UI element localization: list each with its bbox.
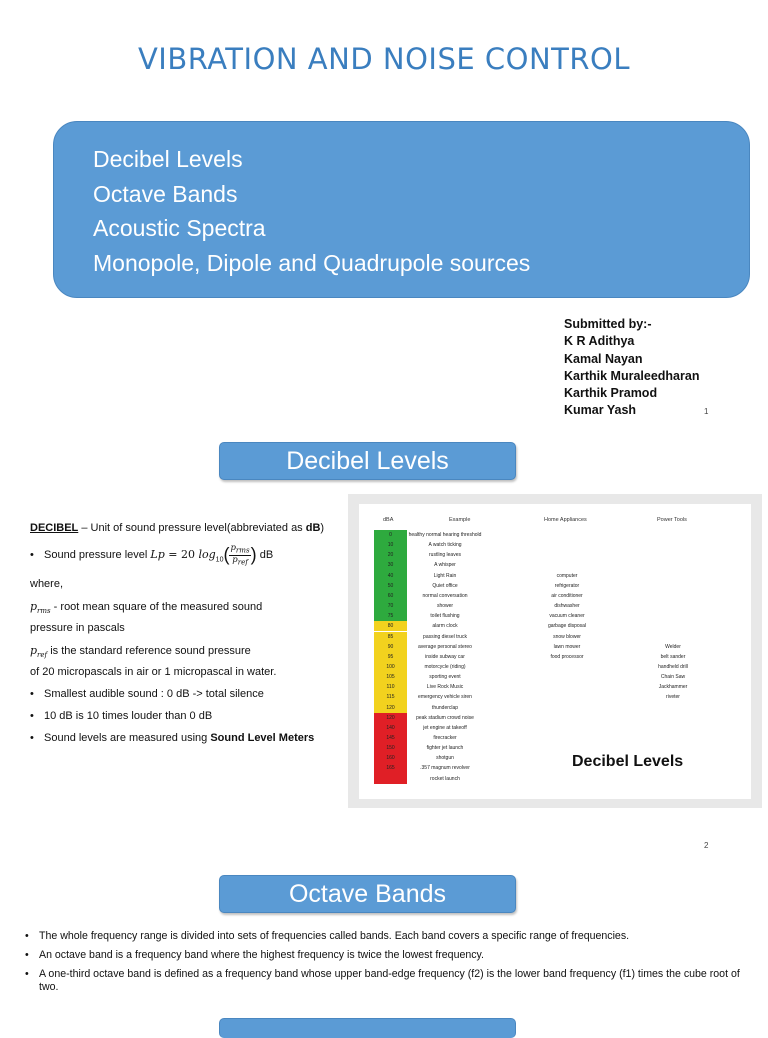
- formula-lhs: Lp: [150, 548, 165, 562]
- topic-acoustic-spectra: Acoustic Spectra: [93, 215, 266, 241]
- topic-sources: Monopole, Dipole and Quadrupole sources: [93, 249, 531, 276]
- dba-cell: 115: [374, 692, 407, 702]
- dba-cell: 60: [374, 591, 407, 601]
- example-cell: shotgun: [436, 755, 454, 762]
- list-item: • The whole frequency range is divided into sets of frequencies called bands. Each band covers a specific range of frequencies.: [25, 930, 630, 942]
- dba-cell: 145: [374, 733, 407, 743]
- formula-eq: = 20: [164, 548, 199, 562]
- bullet-text: 10 dB is 10 times louder than 0 dB: [44, 710, 213, 722]
- example-cell: sporting event: [429, 674, 461, 681]
- bullet-10db: • 10 dB is 10 times louder than 0 dB: [30, 710, 213, 722]
- pref-line: [30, 644, 251, 659]
- example-cell: motorcycle (riding): [424, 663, 466, 670]
- octave-bands-list: [25, 930, 740, 1000]
- dba-cell: 100: [374, 662, 407, 672]
- list-item: • A one-third octave band is defined as a frequency band whose upper band-edge frequency (f2) is the lower band frequency (f1) times the cube root of two.: [25, 968, 740, 993]
- example-cell: average personal stereo: [418, 643, 472, 650]
- example-cell: emergency vehicle siren: [418, 694, 472, 701]
- example-cell: firecracker: [433, 735, 457, 741]
- db-abbr: dB: [305, 522, 321, 534]
- submitted-by-block: [564, 316, 699, 420]
- dba-cell: 85: [374, 632, 407, 642]
- member-name: Kumar Yash: [564, 403, 637, 418]
- example-cell: rustling leaves: [429, 552, 461, 559]
- dba-cell: 40: [374, 571, 407, 581]
- home-cell: food processor: [550, 653, 584, 660]
- example-cell: toilet flushing: [430, 613, 460, 620]
- example-cell: A whisper: [434, 562, 456, 569]
- dba-cell: 150: [374, 743, 407, 753]
- example-cell: inside subway car: [425, 653, 465, 660]
- dba-cell: [374, 774, 407, 784]
- tools-cell: belt sander: [660, 653, 686, 660]
- prms-sub: rms: [37, 607, 51, 616]
- dba-cell: 140: [374, 723, 407, 733]
- frac-num-sub: rms: [235, 545, 250, 555]
- formula-log: log: [198, 548, 216, 562]
- dba-cell: 20: [374, 550, 407, 560]
- example-cell: fighter jet launch: [426, 745, 464, 752]
- bullet-dot: •: [30, 549, 34, 562]
- dba-cell: 165: [374, 763, 407, 773]
- member-name: Karthik Muraleedharan: [564, 368, 700, 383]
- col-head-home-appliances: Home Appliances: [544, 517, 587, 523]
- prms-symbol: p: [30, 600, 38, 613]
- dba-cell: 160: [374, 753, 407, 763]
- slide-number: 1: [704, 407, 709, 416]
- tools-cell: Jackhammer: [658, 684, 688, 691]
- slide-number: 2: [704, 841, 709, 850]
- dba-cell: 110: [374, 682, 407, 692]
- formula-unit: dB: [256, 549, 274, 562]
- octave-bands-heading: Octave Bands: [219, 875, 516, 913]
- dba-cell: 105: [374, 672, 407, 682]
- example-cell: Quiet office: [432, 582, 458, 589]
- bullet-sound-meters: • Sound levels are measured using Sound Level Meters: [30, 732, 315, 744]
- dba-cell: 70: [374, 601, 407, 611]
- example-cell: A watch ticking: [428, 542, 462, 549]
- dba-cell: 75: [374, 611, 407, 621]
- member-name: Kamal Nayan: [564, 351, 643, 366]
- dba-cell: 30: [374, 560, 407, 570]
- dba-cell: 90: [374, 642, 407, 652]
- home-cell: lawn mower: [553, 643, 581, 650]
- pref-symbol: p: [30, 644, 38, 657]
- example-cell: thunderclap: [431, 704, 459, 711]
- dba-cell: 95: [374, 652, 407, 662]
- example-cell: shower: [436, 603, 454, 610]
- topics-box: [53, 121, 750, 298]
- bullet-smallest-sound: • Smallest audible sound : 0 dB -> total silence: [30, 688, 264, 700]
- tools-cell: Chain Saw: [660, 674, 686, 681]
- definition-close: ): [320, 522, 325, 534]
- frac-num: p: [230, 543, 236, 553]
- definition-text: – Unit of sound pressure level(abbreviated as: [78, 522, 306, 534]
- tools-cell: riveter: [666, 694, 680, 701]
- frac-den-sub: ref: [237, 557, 248, 567]
- col-head-dba: dBA: [383, 517, 394, 523]
- prms-desc-2: pressure in pascals: [30, 622, 125, 634]
- dba-cell: 10: [374, 540, 407, 550]
- presentation-title: VIBRATION AND NOISE CONTROL: [137, 42, 631, 76]
- sound-level-meters-term: Sound Level Meters: [210, 732, 315, 744]
- home-cell: vacuum cleaner: [549, 613, 585, 620]
- dba-cell: 120: [374, 703, 407, 713]
- dba-cell: 50: [374, 581, 407, 591]
- decibel-chart-frame: [348, 494, 762, 808]
- formula-fraction: [229, 544, 250, 566]
- example-cell: passing diesel truck: [423, 633, 467, 640]
- bullet-text: Sound levels are measured using: [44, 732, 211, 744]
- bullet-text: Smallest audible sound : 0 dB -> total silence: [44, 688, 264, 700]
- list-item: • An octave band is a frequency band where the highest frequency is twice the lowest frequency.: [25, 949, 485, 961]
- home-cell: air conditioner: [551, 592, 583, 599]
- list-item-text: The whole frequency range is divided into sets of frequencies called bands. Each band covers a specific range of frequencies.: [39, 930, 630, 942]
- dba-cell: 0: [374, 530, 407, 540]
- decibel-definition-line: [30, 522, 324, 534]
- dba-cell: 120: [374, 713, 407, 723]
- tools-cell: handheld drill: [658, 663, 688, 670]
- topic-decibel-levels: Decibel Levels: [93, 146, 243, 172]
- pref-sub: ref: [37, 651, 48, 660]
- home-cell: garbage disposal: [547, 623, 587, 630]
- col-head-example: Example: [449, 517, 471, 523]
- example-cell: rocket launch: [430, 775, 460, 782]
- list-item-text: An octave band is a frequency band where the highest frequency is twice the lowest frequency.: [39, 949, 485, 961]
- example-cell: normal conversation: [422, 592, 468, 599]
- example-cell: .357 magnum revolver: [420, 765, 470, 772]
- prms-desc: - root mean square of the measured sound: [50, 601, 263, 613]
- pref-desc: is the standard reference sound pressure: [47, 645, 251, 657]
- member-name: Karthik Pramod: [564, 386, 658, 401]
- home-cell: dishwasher: [554, 603, 580, 610]
- formula-prefix: Sound pressure level: [44, 549, 151, 562]
- example-cell: jet engine at takeoff: [423, 724, 467, 731]
- list-item-text: A one-third octave band is defined as a frequency band whose upper band-edge frequency (f2) is the lower band frequency (f1) times the cube root of two.: [39, 968, 740, 993]
- home-cell: computer: [556, 572, 578, 579]
- member-name: K R Adithya: [564, 334, 635, 349]
- formula-line: • Sound pressure level Lp = 20 $\log_{10}$( $\frac{p_{rms}}{p_{ref}}$ ) dB: [30, 543, 274, 567]
- next-slide-heading-partial: [219, 1018, 516, 1038]
- example-cell: Light Rain: [433, 572, 457, 579]
- home-cell: snow blower: [553, 633, 581, 640]
- frac-den: p: [232, 554, 238, 565]
- where-text: where,: [30, 578, 64, 590]
- example-cell: peak stadium crowd noise: [416, 714, 474, 721]
- decibel-levels-table-image: [359, 504, 751, 799]
- tools-cell: Welder: [665, 643, 681, 650]
- col-head-power-tools: Power Tools: [657, 517, 687, 523]
- example-cell: alarm clock: [432, 623, 458, 630]
- pref-desc-2: of 20 micropascals in air or 1 micropascal in water.: [30, 666, 277, 678]
- dba-cell: 80: [374, 621, 407, 631]
- prms-line: [30, 600, 262, 615]
- submitted-label: Submitted by:-: [564, 317, 652, 331]
- topic-octave-bands: Octave Bands: [93, 180, 238, 207]
- formula-log-base: 10: [215, 556, 224, 564]
- example-cell: healthy normal hearing threshold: [408, 532, 482, 538]
- home-cell: refrigerator: [554, 582, 580, 589]
- chart-title: Decibel Levels: [572, 753, 684, 770]
- decibel-levels-heading: Decibel Levels: [219, 442, 516, 480]
- decibel-term: DECIBEL: [30, 522, 79, 534]
- example-cell: Live Rock Music: [426, 684, 464, 691]
